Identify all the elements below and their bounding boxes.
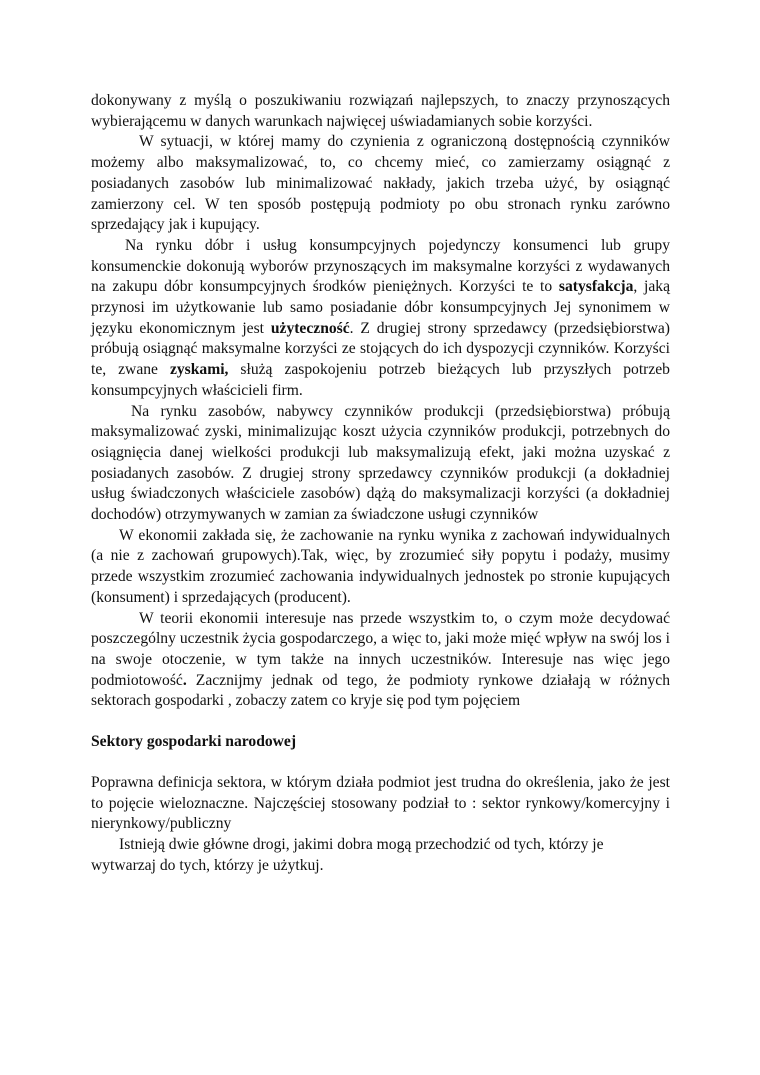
text-run: , jaką przynosi im użytkowanie lub samo posiadanie dóbr konsumpcyjnych Jej synonimem w języku ekonomicznym jest [91, 278, 670, 337]
text-run: służą zaspokojeniu potrzeb bieżących lub przyszłych potrzeb konsumpcyjnych właścicieli firm. [91, 361, 670, 399]
paragraph-two-ways: Istnieją dwie główne drogi, jakimi dobra mogą przechodzić od tych, którzy je wytwarzaj do tych, którzy je użytkuj. [91, 835, 604, 874]
paragraph-limited-factors: W sytuacji, w której mamy do czynienia z ograniczoną dostępnością czynników możemy albo maksymalizować, to, co chcemy mieć, co zamierzamy osiągnąć z posiadanych zasobów lub minimalizować nakłady, jakich trzeba użyć, by osiągnąć zamierzony cel. W ten sposób postępują podmioty po obu stronach rynku zarówno sprzedający jak i kupujący. [91, 133, 670, 234]
paragraph-sector-definition: Poprawna definicja sektora, w którym działa podmiot jest trudna do określenia, jako że jest to pojęcie wieloznaczne. Najczęściej stosowany podział to : sektor rynkowy/komercyjny i nierynkowy/publiczny [91, 773, 670, 833]
document-page [91, 91, 670, 876]
term-satysfakcja: satysfakcja [558, 278, 634, 296]
text-run: Zacznijmy jednak od tego, że podmioty rynkowe działają w różnych sektorach gospodarki , zobaczy zatem co kryje się pod tym pojęciem [91, 671, 670, 710]
paragraph-economic-theory [91, 609, 670, 713]
term-uzytecznosc: użyteczność [270, 319, 350, 337]
term-zyskami: zyskami, [169, 361, 229, 379]
paragraph-consumer-market [91, 236, 670, 402]
text-run: . Z drugiej strony sprzedawcy (przedsiębiorstwa) próbują osiągnąć maksymalne korzyści ze stojących do ich dyspozycji czynników. Korzyści te, zwane [91, 319, 670, 379]
paragraph-resource-market: Na rynku zasobów, nabywcy czynników produkcji (przedsiębiorstwa) próbują maksymalizować zyski, minimalizując koszt użycia czynników produkcji, potrzebnych do osiągnięcia danej wielkości produkcji lub maksymalizują efekt, jaki można uzyskać z posiadanych zasobów. Z drugiej strony sprzedawcy czynników produkcji (a dokładniej usług świadczonych właściciele zasobów) dążą do maksymalizacji korzyści (a dokładniej dochodów) otrzymywanych w zamian za świadczone usługi czynników [91, 402, 670, 524]
text-run: Na rynku dóbr i usług konsumpcyjnych pojedynczy konsumenci lub grupy konsumenckie dokonują wyborów przynoszących im maksymalne korzyści z wydawanych na zakupu dóbr konsumpcyjnych środków pieniężnych. Korzyści te to [91, 236, 670, 296]
paragraph-individual-behavior: W ekonomii zakłada się, że zachowanie na rynku wynika z zachowań indywidualnych (a nie z zachowań grupowych).Tak, więc, by zrozumieć siły popytu i podaży, musimy przede wszystkim zrozumieć zachowania indywidualnych jednostek po stronie kupujących (konsument) i sprzedających (producent). [91, 526, 670, 606]
paragraph-continuation: dokonywany z myślą o poszukiwaniu rozwiązań najlepszych, to znaczy przynoszących wybierającemu w danych warunkach najwięcej uświadamianych sobie korzyści. [91, 92, 670, 130]
bold-period: . [182, 671, 187, 689]
text-run: W teorii ekonomii interesuje nas przede wszystkim to, o czym może decydować poszczególny uczestnik życia gospodarczego, a więc to, jaki może mięć wpływ na swój los i na swoje otoczenie, w tym także na innych uczestników. Interesuje nas więc jego podmiotowość [91, 609, 670, 689]
section-heading: Sektory gospodarki narodowej [91, 733, 297, 751]
